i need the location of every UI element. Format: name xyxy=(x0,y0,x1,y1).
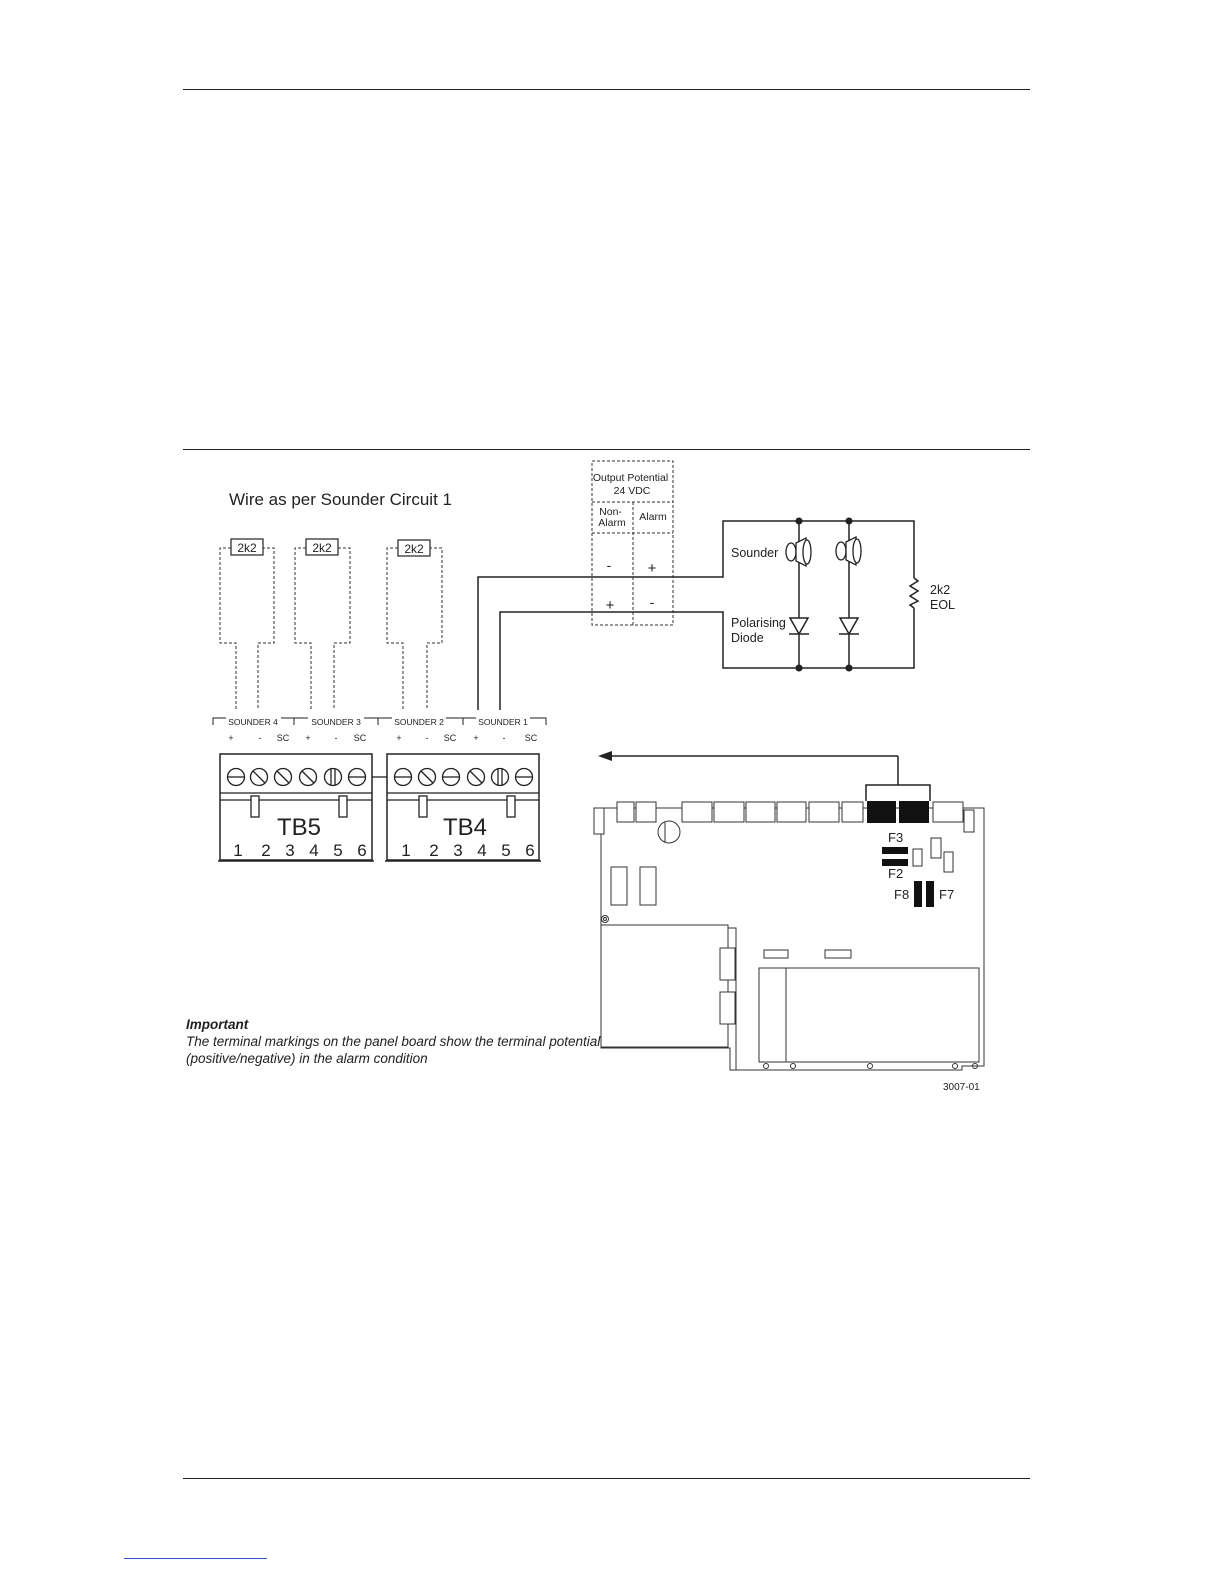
pin-mark: SC xyxy=(443,733,457,743)
sounder-4-label: SOUNDER 4 xyxy=(228,717,278,727)
terminal-number: 2 xyxy=(261,841,271,860)
sounder-symbol xyxy=(786,538,811,566)
eol-resistor-sounder2 xyxy=(398,540,430,556)
tb5-label: TB5 xyxy=(276,814,322,841)
note-title: Important xyxy=(186,1017,249,1032)
pin-mark: + xyxy=(305,733,311,743)
eol-label: 2k2 EOL xyxy=(930,583,956,612)
sounder-3-label: SOUNDER 3 xyxy=(311,717,361,727)
sounder-symbol xyxy=(836,537,861,565)
note-text: The terminal markings on the panel board show the terminal potential (positive/negative) in the alarm condition xyxy=(186,1034,601,1066)
polarising-diode xyxy=(839,618,859,634)
eol-resistor-label: 2k2 xyxy=(237,541,257,555)
eol-resistor-label: 2k2 xyxy=(312,541,332,555)
alarm-column-label: Alarm xyxy=(639,511,667,523)
terminal-number: 4 xyxy=(309,841,319,860)
eol-resistor-sounder4 xyxy=(231,539,263,555)
pin-mark: SC xyxy=(524,733,538,743)
output-potential-table xyxy=(592,461,673,625)
terminal-block-tb4 xyxy=(385,754,541,861)
terminal-number: 1 xyxy=(401,841,411,860)
location-arrow xyxy=(598,751,930,801)
pin-marks xyxy=(228,733,537,743)
sounder-2-label: SOUNDER 2 xyxy=(394,717,444,727)
pin-mark: - xyxy=(334,733,338,743)
terminal-number: 1 xyxy=(233,841,243,860)
terminal-number: 6 xyxy=(525,841,535,860)
non-alarm-top-sign: - xyxy=(606,557,612,573)
important-note xyxy=(186,1016,606,1067)
sounder-1-label: SOUNDER 1 xyxy=(478,717,528,727)
fuse-label-f3: F3 xyxy=(888,830,904,845)
pin-mark: + xyxy=(228,733,234,743)
terminal-number: 3 xyxy=(453,841,463,860)
non-alarm-bottom-sign: + xyxy=(605,597,615,614)
eol-resistor-zigzag xyxy=(908,578,920,608)
polarising-diode xyxy=(789,618,809,634)
terminal-number: 5 xyxy=(501,841,511,860)
potential-header: Output Potential 24 VDC xyxy=(592,472,669,497)
pin-mark: + xyxy=(396,733,402,743)
diagram-caption: Wire as per Sounder Circuit 1 xyxy=(229,490,452,509)
panel-connectors xyxy=(594,802,974,958)
non-alarm-column-label: Non- Alarm xyxy=(598,506,626,529)
alarm-bottom-sign: - xyxy=(649,594,655,610)
pin-mark: - xyxy=(258,733,262,743)
eol-resistor-label: 2k2 xyxy=(404,542,424,556)
terminal-number: 2 xyxy=(429,841,439,860)
eol-loop-sounder3 xyxy=(295,548,350,710)
figure-id: 3007-01 xyxy=(943,1082,980,1093)
pin-mark: - xyxy=(425,733,429,743)
pin-mark: + xyxy=(473,733,479,743)
alarm-top-sign: + xyxy=(647,560,657,577)
sounder-label: Sounder xyxy=(731,546,779,560)
terminal-number: 4 xyxy=(477,841,487,860)
tb4-label: TB4 xyxy=(442,814,488,841)
fuse-label-f2: F2 xyxy=(888,866,904,881)
terminal-block-tb5 xyxy=(218,754,374,861)
panel-board xyxy=(601,808,984,1070)
terminal-number: 6 xyxy=(357,841,367,860)
eol-loop-sounder4 xyxy=(220,548,274,710)
pin-mark: - xyxy=(502,733,506,743)
fuse-label-f8: F8 xyxy=(894,887,910,902)
pin-mark: SC xyxy=(276,733,290,743)
terminal-number: 5 xyxy=(333,841,343,860)
diode-label: Polarising Diode xyxy=(731,616,786,645)
eol-loop-sounder2 xyxy=(387,548,442,710)
fuse-label-f7: F7 xyxy=(939,887,955,902)
eol-resistor-sounder3 xyxy=(306,539,338,555)
pin-mark: SC xyxy=(353,733,367,743)
terminal-number: 3 xyxy=(285,841,295,860)
